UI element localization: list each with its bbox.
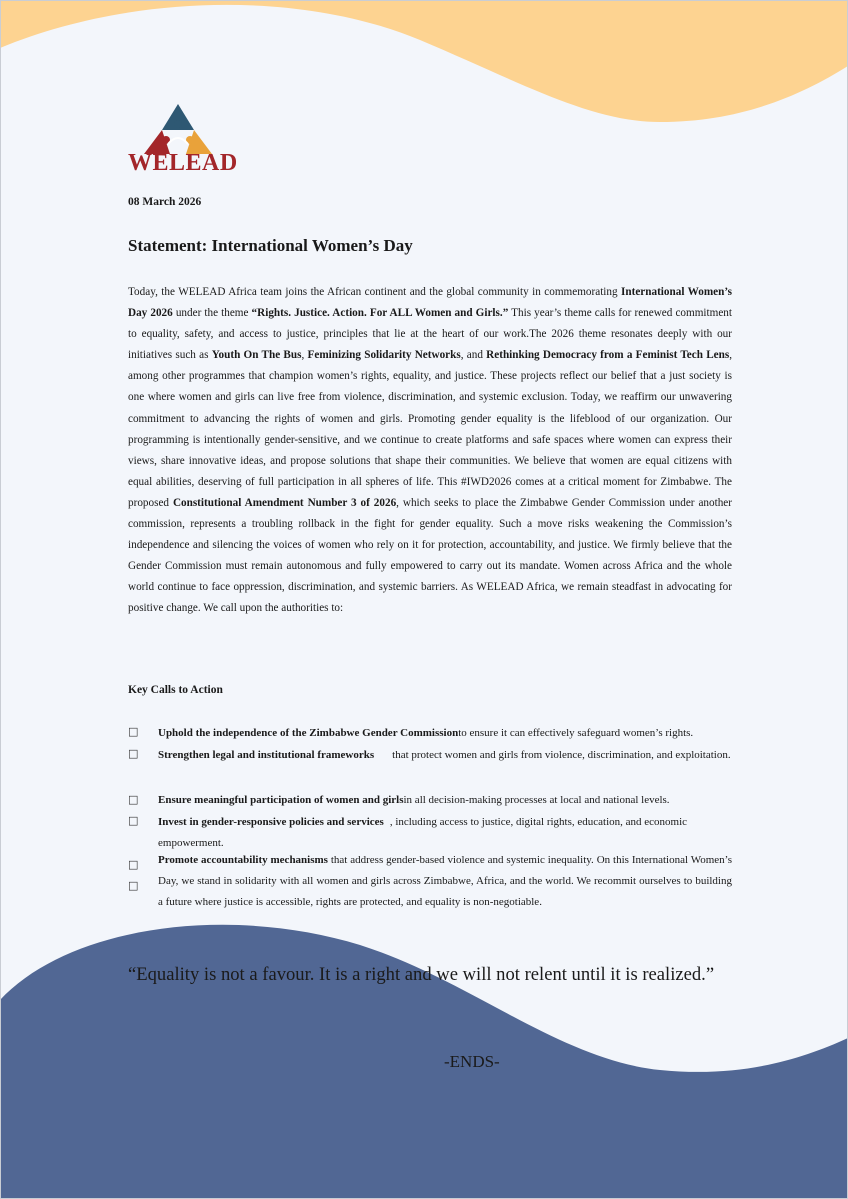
checkbox-icon: □ [128, 725, 139, 738]
ends-marker: -ENDS- [444, 1052, 500, 1071]
statement-body: Today, the WELEAD Africa team joins the African continent and the global community in commemorating International Women’s Day 2026 under the theme “Rights. Justice. Action. For ALL Women and Girls.” This year’s theme calls for renewed commitment to equality, safety, and access to justice, principles that lie at the heart of our work.The 2026 theme resonates deeply with our initiatives such as Youth On The Bus, Feminizing Solidarity Networks, and Rethinking Democracy from a Feminist Tech Lens, among other programmes that champion women’s rights, equality, and justice. These projects reflect our belief that a just society is one where women and girls can live free from violence, discrimination, and systemic exclusion. Today, we reaffirm our unwavering commitment to advancing the rights of women and girls. Promoting gender equality is the lifeblood of our organization. Our programming is intentionally gender-sensitive, and we continue to create platforms and safe spaces where women can express their views, share innovative ideas, and propose solutions that shape their communities. We believe that women are equal citizens with equal abilities, deserving of full participation in all spheres of life. This #IWD2026 comes at a critical moment for Zimbabwe. The proposed Constitutional Amendment Number 3 of 2026, which seeks to place the Zimbabwe Gender Commission under another commission, represents a troubling rollback in the fight for gender equality. Such a move risks weakening the Commission’s independence and silencing the voices of women who rely on it for protection, accountability, and justice. We firmly believe that the Gender Commission must remain autonomous and fully empowered to carry out its mandate. Women across Africa and the whole world continue to face oppression, discrimination, and systemic barriers. As WELEAD Africa, we remain steadfast in advocating for positive change. We call upon the authorities to: [128, 286, 733, 615]
checkbox-icon: □ [128, 814, 139, 827]
logo-wordmark: WELEAD [128, 150, 238, 176]
call-item: Ensure meaningful participation of women and girlsin all decision-making processes at local and national levels. [158, 794, 670, 806]
checkbox-icon: □ [128, 793, 139, 806]
call-item: Uphold the independence of the Zimbabwe Gender Commissionto ensure it can effectively safeguard women’s rights. [158, 727, 694, 739]
checkbox-icon: □ [128, 858, 139, 871]
checkbox-icon: □ [128, 879, 139, 892]
closing-quote: “Equality is not a favour. It is a right and we will not relent until it is realized.” [128, 964, 715, 985]
page-title: Statement: International Women’s Day [128, 236, 413, 255]
call-item: Promote accountability mechanisms that address gender-based violence and systemic inequality. On this International Women’s Day, we stand in solidarity with all women and girls across Zimbabwe, Africa, and the world. We recommit ourselves to building a future where justice is accessible, rights are protected, and equality is non-negotiable. [158, 854, 732, 908]
call-item: Strengthen legal and institutional frameworks that protect women and girls from violence, discrimination, and exploitation. [158, 749, 731, 761]
checkbox-icon: □ [128, 747, 139, 760]
call-item: Invest in gender-responsive policies and services , including access to justice, digital rights, education, and economic empowerment. [158, 816, 688, 849]
statement-date: 08 March 2026 [128, 196, 202, 208]
calls-heading: Key Calls to Action [128, 684, 223, 696]
